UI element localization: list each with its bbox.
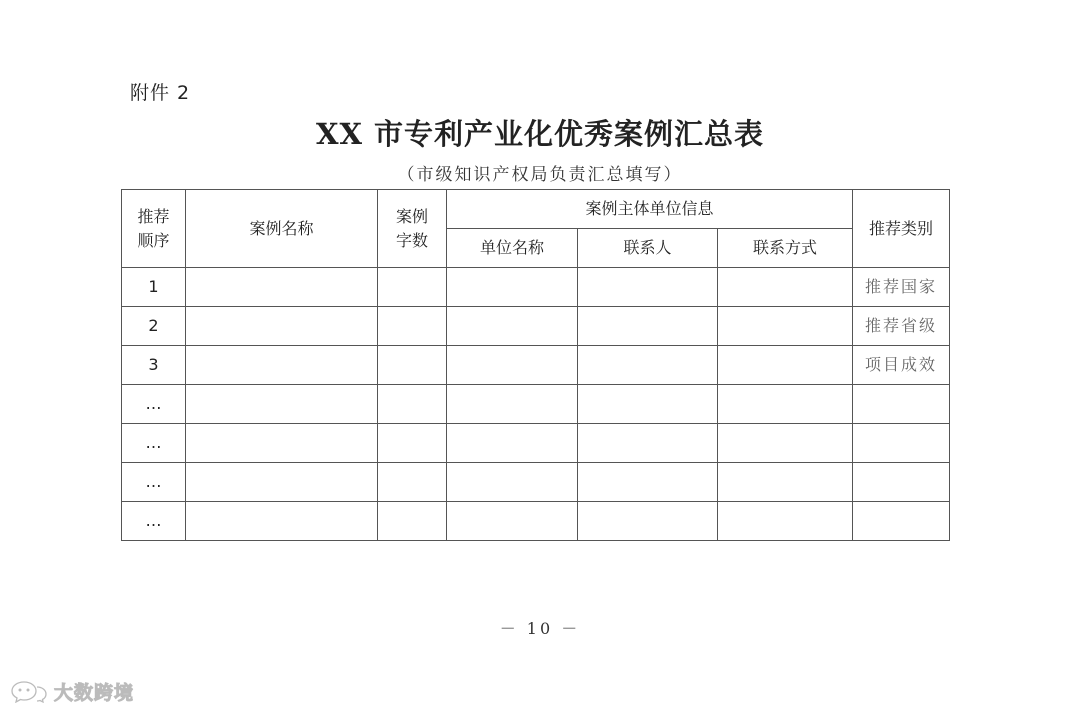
cell-unit-name [447,307,578,346]
cell-contact-person [578,268,718,307]
cell-word-count [378,346,447,385]
cell-seq: 2 [122,307,186,346]
table-row [122,463,950,502]
cell-category [853,385,950,424]
cell-category: 推荐省级 [853,307,950,346]
header-word-count [378,190,447,268]
cell-contact-person [578,424,718,463]
page-number: － 10 － [499,619,581,638]
header-seq [122,190,186,268]
cell-word-count [378,268,447,307]
cell-contact-person [578,463,718,502]
cell-seq: … [122,385,186,424]
header-category: 推荐类别 [853,190,950,268]
cell-unit-name [447,268,578,307]
header-contact-person: 联系人 [578,229,718,268]
table-row [122,268,950,307]
cell-contact-person [578,385,718,424]
cell-category: 推荐国家 [853,268,950,307]
cell-case-name [186,424,378,463]
cell-case-name [186,346,378,385]
cell-category: 项目成效 [853,346,950,385]
cell-contact-method [718,424,853,463]
table-row [122,346,950,385]
cell-word-count [378,385,447,424]
watermark-text: 大数跨境 [54,681,135,704]
cell-seq: … [122,463,186,502]
cell-category [853,502,950,541]
cell-category [853,424,950,463]
table-row [122,307,950,346]
cell-case-name [186,502,378,541]
header-case-name: 案例名称 [186,190,378,268]
cell-contact-person [578,307,718,346]
cell-unit-name [447,424,578,463]
cell-word-count [378,502,447,541]
cell-unit-name [447,385,578,424]
cell-contact-method [718,385,853,424]
cell-unit-name [447,463,578,502]
cell-unit-name [447,346,578,385]
cell-seq: … [122,502,186,541]
header-word-count-line-1: 案例 [395,207,428,227]
cell-seq: … [122,424,186,463]
document-title: XX 市专利产业化优秀案例汇总表 [315,117,765,151]
wechat-logo-icon [10,679,48,703]
header-contact-method: 联系方式 [718,229,853,268]
cell-contact-person [578,502,718,541]
document-subtitle: （市级知识产权局负责汇总填写） [397,165,683,185]
cell-word-count [378,424,447,463]
cell-unit-name [447,502,578,541]
cell-seq: 3 [122,346,186,385]
cell-category [853,463,950,502]
cell-contact-person [578,346,718,385]
header-word-count-line-2: 字数 [395,230,428,250]
cell-word-count [378,307,447,346]
cell-case-name [186,307,378,346]
cell-contact-method [718,463,853,502]
cell-contact-method [718,307,853,346]
watermark [10,676,134,706]
cell-contact-method [718,268,853,307]
cell-case-name [186,268,378,307]
cell-contact-method [718,502,853,541]
cell-contact-method [718,346,853,385]
cell-seq: 1 [122,268,186,307]
cell-word-count [378,463,447,502]
table-row [122,424,950,463]
table-row [122,385,950,424]
header-unit-info-group: 案例主体单位信息 [447,190,853,229]
attachment-label: 附件 2 [130,82,191,104]
cell-case-name [186,463,378,502]
table-row [122,502,950,541]
summary-table [121,189,950,541]
header-unit-name: 单位名称 [447,229,578,268]
header-seq-line-2: 顺序 [137,230,170,250]
cell-case-name [186,385,378,424]
header-seq-line-1: 推荐 [137,207,170,227]
